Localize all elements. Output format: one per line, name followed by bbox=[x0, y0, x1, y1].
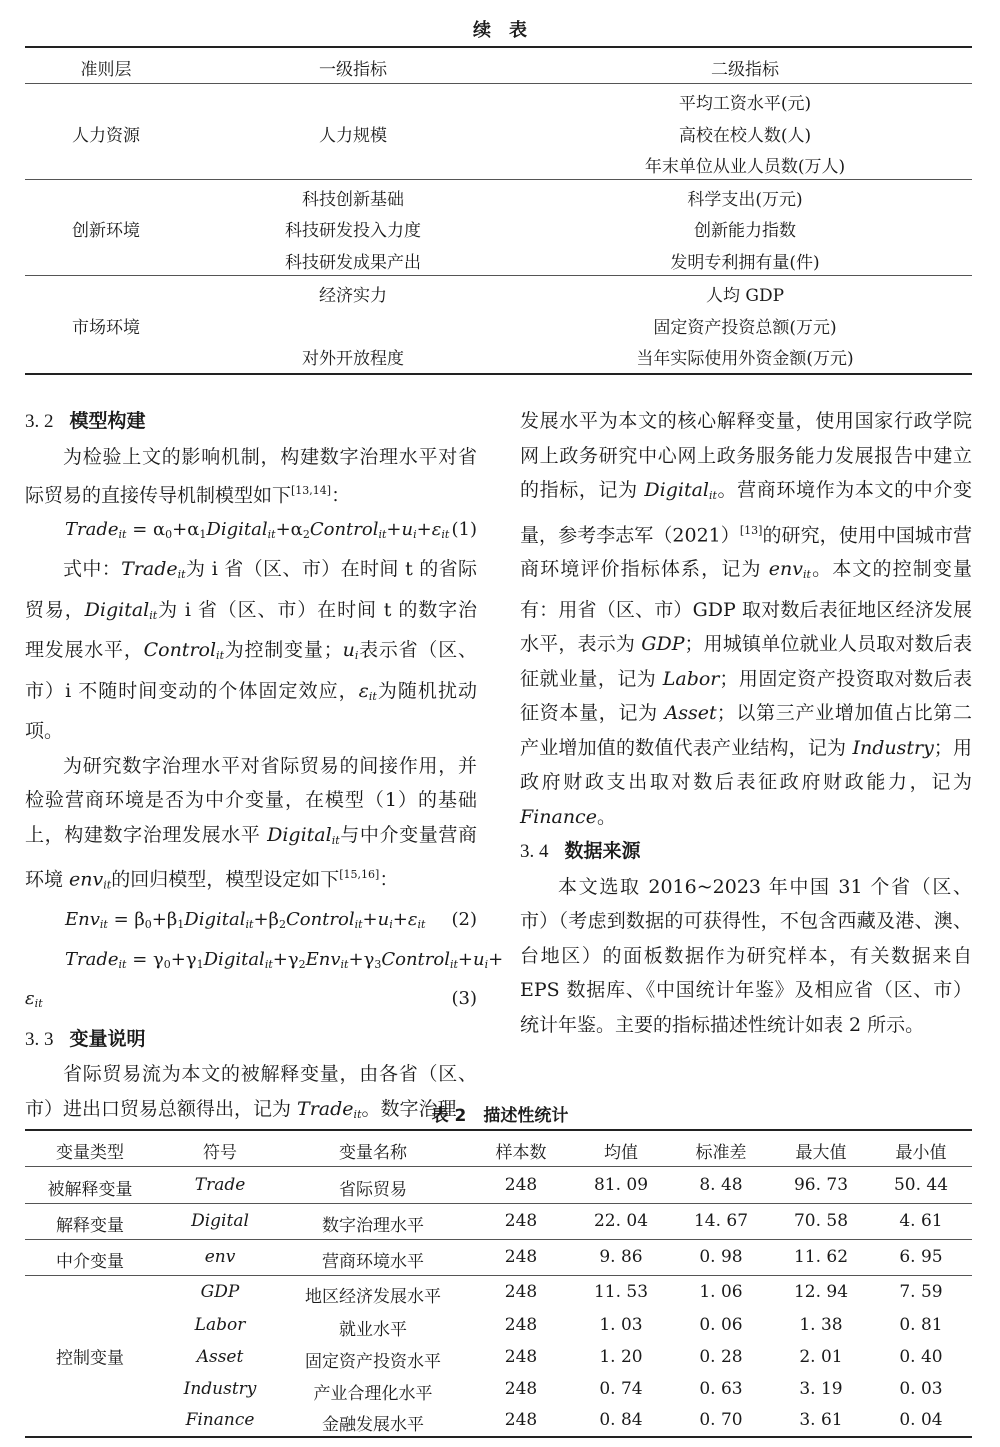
table2-cell-type: 控制变量 bbox=[56, 1348, 124, 1369]
table1-level2: 创新能力指数 bbox=[694, 221, 796, 241]
table2-cell-min: 4. 61 bbox=[899, 1211, 943, 1231]
table2-cell-symbol: Labor bbox=[194, 1315, 246, 1335]
table2-cell-sd: 0. 98 bbox=[699, 1247, 743, 1267]
table2-header: 标准差 bbox=[695, 1143, 747, 1163]
equation-3-cont: $\varepsilon_{it}$ (3) bbox=[25, 982, 477, 1022]
table2-cell-min: 50. 44 bbox=[893, 1175, 949, 1195]
table2-cell-name: 省际贸易 bbox=[339, 1180, 407, 1200]
table2-cell-mean: 0. 74 bbox=[599, 1379, 643, 1399]
table1-level2: 年末单位从业人员数(万人) bbox=[644, 157, 846, 177]
table2-cell-type: 解释变量 bbox=[56, 1216, 124, 1236]
table2-header: 最小值 bbox=[895, 1143, 947, 1163]
table1-level2: 科学支出(万元) bbox=[687, 190, 803, 210]
table2-cell-max: 2. 01 bbox=[799, 1347, 843, 1367]
table2-cell-mean: 11. 53 bbox=[593, 1282, 649, 1302]
right-column bbox=[520, 404, 972, 1042]
table2-cell-n: 248 bbox=[504, 1211, 538, 1231]
table2-row-rule bbox=[25, 1239, 972, 1240]
table2-cell-name: 地区经济发展水平 bbox=[305, 1287, 441, 1307]
table2-cell-sd: 0. 28 bbox=[699, 1347, 743, 1367]
table2-header: 均值 bbox=[604, 1143, 638, 1163]
table2-cell-name: 金融发展水平 bbox=[322, 1415, 424, 1435]
table1-level2: 高校在校人数(人) bbox=[678, 126, 812, 146]
table1-header-level2: 二级指标 bbox=[711, 60, 779, 80]
table2-cell-n: 248 bbox=[504, 1379, 538, 1399]
section-3-3-heading: 3. 3 变量说明 bbox=[25, 1027, 146, 1050]
table1-level1: 科技研发投入力度 bbox=[285, 221, 421, 241]
equation-1: Trade$_{it}$ = $\alpha_0+\alpha_1Digital_{it}+\alpha_2Control_{it}+u_i+\varepsilon_{it}$ (1) bbox=[25, 513, 477, 553]
table2-row-rule bbox=[25, 1203, 972, 1204]
table2-cell-min: 0. 03 bbox=[899, 1379, 943, 1399]
table2-cell-mean: 9. 86 bbox=[599, 1247, 643, 1267]
table2-cell-symbol: Trade bbox=[194, 1175, 246, 1195]
table2-cell-mean: 81. 09 bbox=[593, 1175, 649, 1195]
table2-cell-name: 产业合理化水平 bbox=[313, 1384, 433, 1404]
table2-cell-sd: 0. 06 bbox=[699, 1315, 743, 1335]
table2-header: 符号 bbox=[203, 1143, 237, 1163]
equation-1-number: (1) bbox=[451, 518, 477, 540]
table1-level2: 当年实际使用外资金额(万元) bbox=[636, 349, 854, 369]
table1-level2: 固定资产投资总额(万元) bbox=[653, 318, 837, 338]
section-3-4-heading: 3. 4 数据来源 bbox=[520, 840, 641, 863]
table2-cell-symbol: Industry bbox=[183, 1379, 257, 1399]
table2-top-rule bbox=[25, 1129, 972, 1131]
paragraph: 为检验上文的影响机制，构建数字治理水平对省际贸易的直接传导机制模型如下[13,14]： bbox=[25, 445, 477, 507]
table2-header-rule bbox=[25, 1166, 972, 1167]
table2-cell-name: 营商环境水平 bbox=[322, 1252, 424, 1272]
equation-2: $Env_{it} = \beta_0+\beta_1Digital_{it}+\beta_2Control_{it}+u_i+\varepsilon_{it}$ (2) bbox=[25, 903, 477, 943]
table2-cell-n: 248 bbox=[504, 1247, 538, 1267]
equation-3-number: (3) bbox=[451, 988, 477, 1010]
table1-group-rule bbox=[25, 179, 972, 180]
table1-criterion: 创新环境 bbox=[72, 221, 140, 241]
table2-cell-n: 248 bbox=[504, 1175, 538, 1195]
table2-cell-sd: 8. 48 bbox=[699, 1175, 743, 1195]
table1-title: 续 表 bbox=[473, 20, 527, 41]
table2-cell-sd: 1. 06 bbox=[699, 1282, 743, 1302]
table2-cell-symbol: GDP bbox=[200, 1282, 240, 1302]
table2-cell-max: 12. 94 bbox=[793, 1282, 849, 1302]
table1-criterion: 市场环境 bbox=[72, 318, 140, 338]
table2-cell-max: 70. 58 bbox=[793, 1211, 849, 1231]
table2-header: 变量类型 bbox=[56, 1143, 124, 1163]
table2-cell-mean: 0. 84 bbox=[599, 1410, 643, 1430]
table2-cell-n: 248 bbox=[504, 1347, 538, 1367]
paragraph: 式中：Trade$_{it}$为 i 省（区、市）在时间 t 的省际贸易，Digital$_{it}$为 i 省（区、市）在时间 t 的数字治理发展水平，Control$_{it}$为控制变量；$u_i$表示省（区、市）i 不随时间变动的个体固定效应，$\varepsilon_{it}$为随机扰动项。 bbox=[25, 558, 477, 743]
table2-cell-symbol: Finance bbox=[185, 1410, 255, 1430]
section-3-2-heading: 3. 2 模型构建 bbox=[25, 410, 146, 432]
table1-level2: 人均 GDP bbox=[705, 286, 785, 306]
table2-cell-min: 0. 40 bbox=[899, 1347, 943, 1367]
table1-header-level1: 一级指标 bbox=[319, 60, 387, 80]
table2-header: 最大值 bbox=[795, 1143, 847, 1163]
table2-header: 样本数 bbox=[495, 1143, 547, 1163]
table2-cell-n: 248 bbox=[504, 1282, 538, 1302]
table2-cell-name: 就业水平 bbox=[339, 1320, 407, 1340]
table2-cell-max: 3. 19 bbox=[799, 1379, 843, 1399]
table2-cell-n: 248 bbox=[504, 1315, 538, 1335]
table2-cell-min: 7. 59 bbox=[899, 1282, 943, 1302]
table2-cell-max: 11. 62 bbox=[793, 1247, 849, 1267]
table2-cell-name: 数字治理水平 bbox=[322, 1216, 424, 1236]
table2-cell-mean: 22. 04 bbox=[593, 1211, 649, 1231]
table2-cell-sd: 14. 67 bbox=[693, 1211, 749, 1231]
table2-cell-max: 1. 38 bbox=[799, 1315, 843, 1335]
table2-header: 变量名称 bbox=[339, 1143, 407, 1163]
equation-2-number: (2) bbox=[451, 909, 477, 931]
table2-cell-min: 6. 95 bbox=[899, 1247, 943, 1267]
table2-cell-name: 固定资产投资水平 bbox=[305, 1352, 441, 1372]
table2-cell-n: 248 bbox=[504, 1410, 538, 1430]
table1-top-rule bbox=[25, 46, 972, 48]
table2-cell-mean: 1. 03 bbox=[599, 1315, 643, 1335]
table1-group-rule bbox=[25, 275, 972, 276]
table1-criterion: 人力资源 bbox=[72, 126, 140, 146]
table2-cell-max: 96. 73 bbox=[793, 1175, 849, 1195]
table1-header-criterion: 准则层 bbox=[80, 60, 132, 80]
table1-header-rule bbox=[25, 83, 972, 84]
table1-level1: 科技研发成果产出 bbox=[285, 253, 421, 273]
table2-row-rule bbox=[25, 1275, 972, 1276]
table1-level1: 人力规模 bbox=[319, 126, 387, 146]
table2-cell-min: 0. 04 bbox=[899, 1410, 943, 1430]
table2-cell-type: 中介变量 bbox=[56, 1252, 124, 1272]
table1-level1: 经济实力 bbox=[319, 286, 387, 306]
table2-cell-type: 被解释变量 bbox=[47, 1180, 133, 1200]
table1-level2: 发明专利拥有量(件) bbox=[670, 253, 820, 273]
table1-level2: 平均工资水平(元) bbox=[678, 94, 812, 114]
table2-cell-symbol: Digital bbox=[191, 1211, 249, 1231]
table2-bottom-rule bbox=[25, 1436, 972, 1438]
equation-3: Trade$_{it}$ = $\gamma_0+\gamma_1Digital_{it}+\gamma_2Env_{it}+\gamma_3Control_{it}+u_i+$ bbox=[65, 948, 504, 971]
table2-cell-symbol: Asset bbox=[196, 1347, 244, 1367]
table2-caption: 表 2 描述性统计 bbox=[431, 1106, 569, 1126]
table2-cell-min: 0. 81 bbox=[899, 1315, 943, 1335]
table2-cell-sd: 0. 70 bbox=[699, 1410, 743, 1430]
table2-cell-sd: 0. 63 bbox=[699, 1379, 743, 1399]
table2-cell-symbol: env bbox=[204, 1247, 236, 1267]
table2-cell-mean: 1. 20 bbox=[599, 1347, 643, 1367]
paragraph: 省际贸易流为本文的被解释变量，由各省（区、市）进出口贸易总额得出，记为 Trade$_{it}$。数字治理 bbox=[25, 1063, 477, 1121]
table1-bottom-rule bbox=[25, 373, 972, 375]
paragraph: 为研究数字治理水平对省际贸易的间接作用，并检验营商环境是否为中介变量，在模型（1）的基础上，构建数字治理发展水平 Digital$_{it}$与中介变量营商环境 env$_{it}$的回归模型，模型设定如下[15,16]： bbox=[25, 754, 477, 892]
paragraph: 发展水平为本文的核心解释变量，使用国家行政学院网上政务研究中心网上政务服务能力发展报告中建立的指标，记为 Digital$_{it}$。营商环境作为本文的中介变量，参考李志军（2021）[13]的研究，使用中国城市营商环境评价指标体系，记为 env$_{it}$。本文的控制变量有：用省（区、市）GDP 取对数后表征地区经济发展水平，表示为 GDP；用城镇单位就业人员取对数后表征就业量，记为 Labor；用固定资产投资取对数后表征资本量，记为 Asset；以第三产业增加值占比第二产业增加值的数值代表产业结构，记为 Industry；用政府财政支出取对数后表征政府财政能力，记为 Finance。 bbox=[520, 410, 972, 828]
table1-level1: 对外开放程度 bbox=[302, 349, 404, 369]
table2-cell-max: 3. 61 bbox=[799, 1410, 843, 1430]
paragraph: 本文选取 2016~2023 年中国 31 个省（区、市）（考虑到数据的可获得性，不包含西藏及港、澳、台地区）的面板数据作为研究样本，有关数据来自 EPS 数据库、《中国统计年鉴》及相应省（区、市）统计年鉴。主要的指标描述性统计如表 2 所示。 bbox=[520, 875, 972, 1036]
table1-level1: 科技创新基础 bbox=[302, 190, 404, 210]
